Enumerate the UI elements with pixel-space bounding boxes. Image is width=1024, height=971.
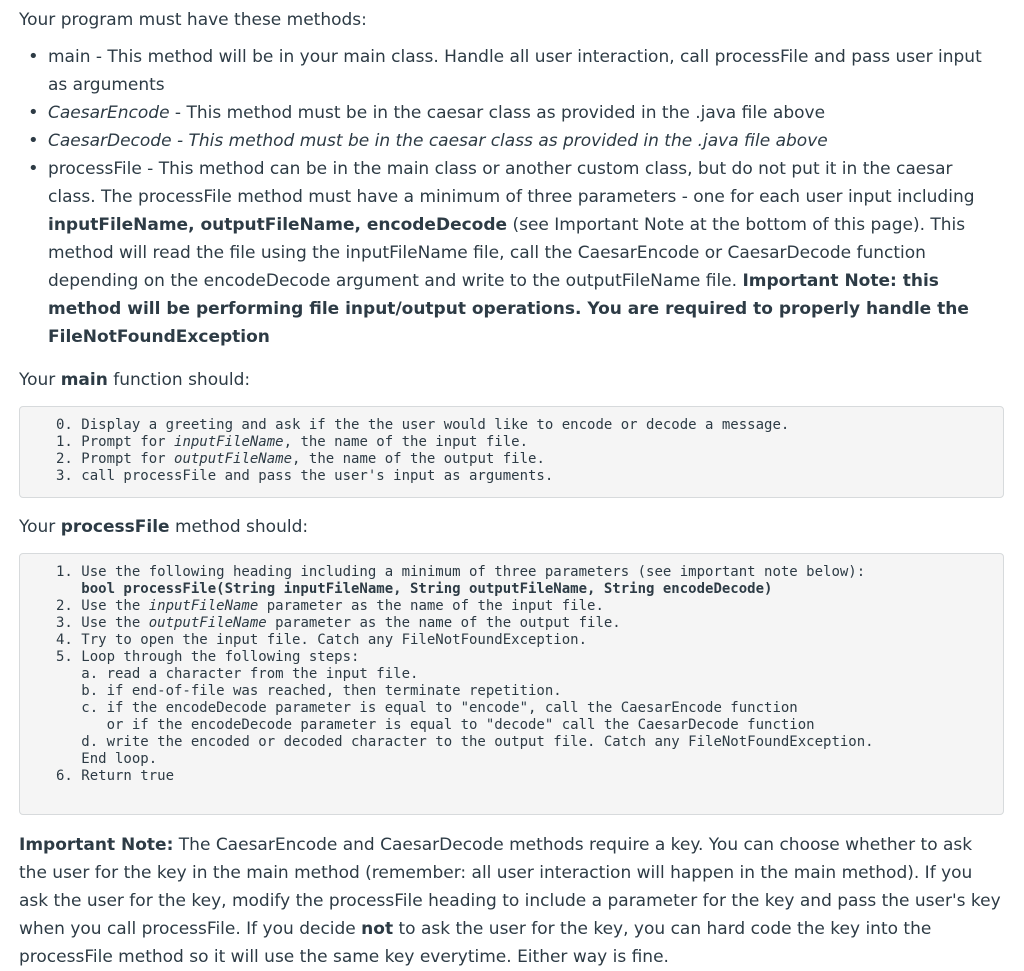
- heading-prefix: Your: [19, 517, 61, 537]
- code-line: 5. Loop through the following steps:: [56, 649, 360, 665]
- main-steps-code-block: [19, 406, 1004, 498]
- method-desc-caesar-encode: - This method must be in the caesar class as provided in the .java file above: [169, 103, 826, 123]
- heading-bold: processFile: [60, 517, 170, 537]
- methods-list: [19, 43, 1004, 351]
- intro-text: Your program must have these methods:: [19, 10, 367, 30]
- method-desc-process-file-2: (see Important Note at the bottom of this page). This method will read the file using the inputFileName file, call the CaesarEncode or CaesarDecode function depending on the encodeDecode argument and write to the outputFileName file.: [48, 215, 966, 291]
- method-name-process-file: processFile: [48, 159, 142, 179]
- heading-bold: main: [60, 370, 108, 390]
- method-desc-process-file-1: - This method can be in the main class or another custom class, but do not put it in the caesar class. The processFile method must have a minimum of three parameters - one for each user input including: [48, 159, 975, 207]
- code-line: or if the encodeDecode parameter is equal to "decode" call the CaesarDecode function: [56, 717, 815, 733]
- heading-suffix: function should:: [107, 370, 251, 390]
- code-line: End loop.: [56, 751, 158, 767]
- code-line: 1. Prompt for inputFileName, the name of the input file.: [56, 434, 529, 450]
- method-desc-main: - This method will be in your main class. Handle all user interaction, call processFile and pass user input as arguments: [48, 47, 982, 95]
- method-important-note: Important Note: this method will be performing file input/output operations. You are required to properly handle the FileNotFoundException: [48, 271, 969, 347]
- note-label: Important Note:: [19, 835, 174, 855]
- list-item: [48, 99, 1004, 127]
- process-file-heading: [19, 513, 1004, 541]
- process-steps-code-block: [19, 553, 1004, 815]
- code-line: 6. Return true: [56, 768, 175, 784]
- code-line: 2. Prompt for outputFileName, the name of the output file.: [56, 451, 545, 467]
- code-line-signature: bool processFile(String inputFileName, String outputFileName, String encodeDecode): [56, 581, 773, 597]
- code-line: 3. call processFile and pass the user's input as arguments.: [56, 468, 554, 484]
- code-line: 3. Use the outputFileName parameter as the name of the output file.: [56, 615, 621, 631]
- method-name-caesar-encode: CaesarEncode: [48, 103, 170, 123]
- method-name-caesar-decode: CaesarDecode: [48, 131, 172, 151]
- list-item: [48, 127, 1004, 155]
- code-line: a. read a character from the input file.: [56, 666, 419, 682]
- note-text-2: to ask the user for the key, you can hard code the key into the processFile method so it will use the same key everytime. Either way is fine.: [19, 919, 932, 967]
- list-item: [48, 155, 1004, 351]
- code-line: c. if the encodeDecode parameter is equal to "encode", call the CaesarEncode function: [56, 700, 798, 716]
- code-line: 2. Use the inputFileName parameter as the name of the input file.: [56, 598, 604, 614]
- code-line: 4. Try to open the input file. Catch any FileNotFoundException.: [56, 632, 588, 648]
- list-item: [48, 43, 1004, 99]
- method-name-main: main: [48, 47, 91, 67]
- note-text-1: The CaesarEncode and CaesarDecode methods require a key. You can choose whether to ask the user for the key in the main method (remember: all user interaction will happen in the main method). If you ask the user for the key, modify the processFile heading to include a parameter for the key and pass the user's key when you call processFile. If you decide: [19, 835, 1001, 939]
- method-params-bold: inputFileName, outputFileName, encodeDecode: [48, 215, 508, 235]
- main-function-heading: [19, 366, 1004, 394]
- code-line: b. if end-of-file was reached, then terminate repetition.: [56, 683, 562, 699]
- code-line: 1. Use the following heading including a minimum of three parameters (see important note below):: [56, 564, 866, 580]
- important-note-paragraph: [19, 831, 1004, 971]
- note-bold-not: not: [361, 919, 394, 939]
- method-desc-caesar-decode: - This method must be in the caesar class as provided in the .java file above: [171, 131, 828, 151]
- heading-suffix: method should:: [169, 517, 309, 537]
- heading-prefix: Your: [19, 370, 61, 390]
- code-line: 0. Display a greeting and ask if the the user would like to encode or decode a message.: [56, 417, 790, 433]
- code-line: d. write the encoded or decoded character to the output file. Catch any FileNotFoundException.: [56, 734, 874, 750]
